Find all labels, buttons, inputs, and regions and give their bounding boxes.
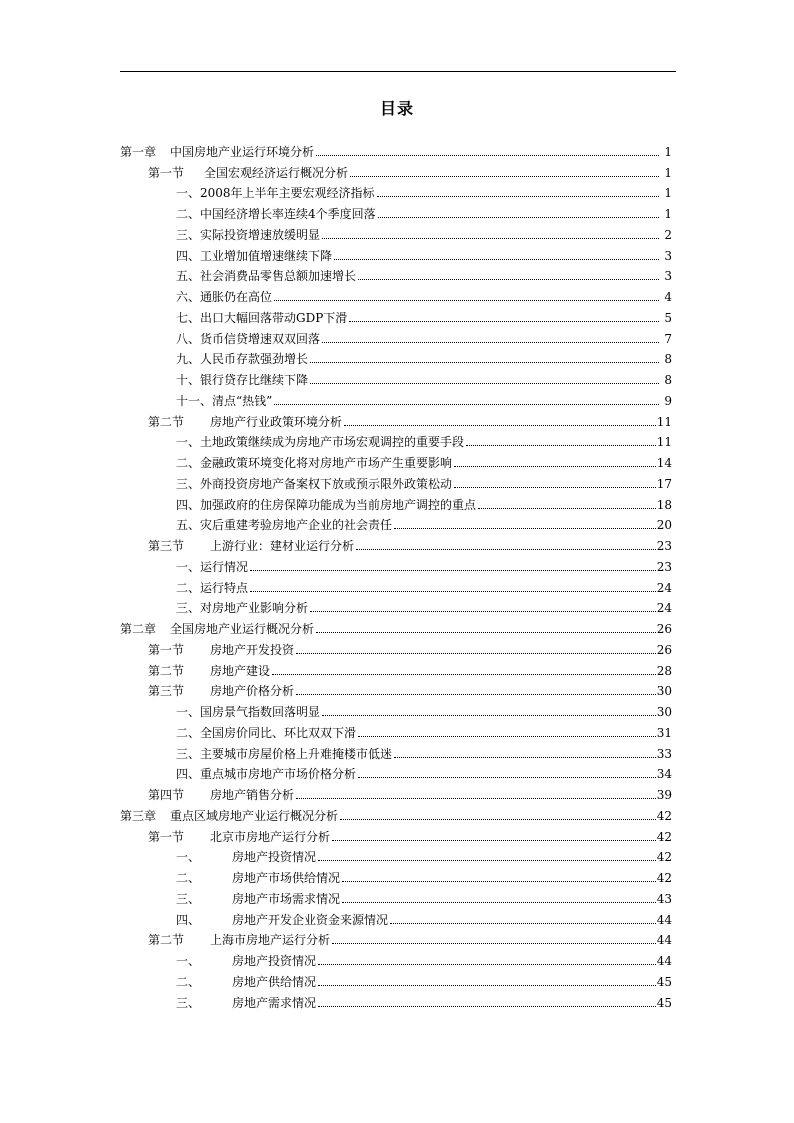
toc-leader-dots	[296, 653, 656, 654]
toc-entry[interactable]	[120, 719, 672, 740]
toc-entry-title: 房地产开发企业资金来源情况	[232, 912, 389, 927]
toc-leader-dots	[356, 549, 656, 550]
toc-page-number: 3	[664, 248, 672, 263]
toc-entry[interactable]	[120, 761, 672, 782]
page-title: 目录	[379, 99, 414, 118]
toc-leader-dots	[332, 943, 656, 944]
toc-entry-number: 第三节	[148, 539, 185, 553]
toc-page-number: 39	[656, 788, 672, 802]
toc-entry[interactable]	[120, 698, 672, 719]
toc-entry[interactable]	[120, 823, 672, 844]
toc-entry[interactable]	[120, 242, 672, 263]
toc-entry-title: 房地产行业政策环境分析	[210, 414, 343, 429]
toc-page-number: 45	[656, 995, 672, 1010]
toc-leader-dots	[322, 238, 659, 239]
toc-leader-dots	[466, 445, 656, 446]
toc-leader-dots	[318, 860, 656, 861]
toc-entry[interactable]	[120, 947, 672, 968]
toc-entry[interactable]	[120, 304, 672, 325]
toc-entry-title: 五、社会消费品零售总额加速增长	[176, 269, 357, 284]
toc-leader-dots	[250, 591, 656, 592]
toc-entry[interactable]	[120, 325, 672, 346]
toc-leader-dots	[349, 321, 659, 322]
toc-entry-title: 一、国房景气指数回落明显	[176, 705, 321, 719]
toc-entry-title: 九、人民币存款强劲增长	[176, 352, 309, 367]
toc-page-number: 11	[656, 414, 672, 429]
toc-leader-dots	[342, 902, 656, 903]
toc-entry-number: 第一节	[148, 829, 185, 844]
toc-page-number: 26	[656, 642, 672, 657]
toc-leader-dots	[378, 217, 659, 218]
toc-leader-dots	[274, 300, 659, 301]
toc-entry-title: 一、运行情况	[176, 559, 249, 574]
toc-entry-title: 全国宏观经济运行概况分析	[204, 165, 349, 180]
toc-leader-dots	[358, 736, 656, 737]
toc-entry[interactable]	[120, 615, 672, 636]
toc-leader-dots	[272, 674, 656, 675]
toc-entry-number: 四、	[176, 912, 201, 927]
toc-entry[interactable]	[120, 408, 672, 429]
toc-entry-title: 三、外商投资房地产备案权下放或预示限外政策松动	[176, 476, 453, 491]
toc-entry[interactable]	[120, 906, 672, 927]
toc-entry[interactable]	[120, 470, 672, 491]
toc-entry-title: 房地产需求情况	[232, 995, 317, 1010]
toc-entry[interactable]	[120, 512, 672, 533]
toc-entry[interactable]	[120, 159, 672, 180]
toc-entry[interactable]	[120, 657, 672, 678]
toc-leader-dots	[394, 528, 656, 529]
toc-entry-title: 二、中国经济增长率连续4个季度回落	[176, 207, 376, 221]
toc-entry[interactable]	[120, 927, 672, 948]
toc-entry-title: 四、重点城市房地产市场价格分析	[176, 767, 357, 782]
toc-leader-dots	[274, 404, 659, 405]
toc-page-number: 44	[656, 954, 672, 968]
toc-entry[interactable]	[120, 221, 672, 242]
toc-entry[interactable]	[120, 740, 672, 761]
toc-page-number: 44	[656, 912, 672, 927]
toc-leader-dots	[377, 196, 659, 197]
toc-leader-dots	[322, 342, 659, 343]
toc-entry-title: 八、货币信贷增速双双回落	[176, 331, 321, 346]
toc-entry[interactable]	[120, 138, 672, 159]
toc-entry[interactable]	[120, 781, 672, 802]
toc-page-number: 24	[656, 580, 672, 595]
toc-leader-dots	[350, 176, 659, 177]
toc-entry-number: 第二章	[120, 622, 157, 636]
toc-page-number: 20	[656, 518, 672, 533]
toc-leader-dots	[310, 383, 659, 384]
toc-page-number: 3	[664, 269, 672, 284]
toc-entry-number: 第二节	[148, 933, 185, 948]
toc-entry-title: 六、通胀仍在高位	[176, 290, 273, 304]
toc-entry-title: 四、加强政府的住房保障功能成为当前房地产调控的重点	[176, 497, 477, 512]
toc-entry-title: 房地产销售分析	[210, 788, 295, 802]
toc-page-number: 42	[656, 808, 672, 823]
toc-entry[interactable]	[120, 263, 672, 284]
toc-page-number: 43	[656, 891, 672, 906]
toc-entry[interactable]	[120, 989, 672, 1010]
toc-entry-title: 十、银行贷存比继续下降	[176, 373, 309, 387]
toc-leader-dots	[340, 819, 656, 820]
toc-entry[interactable]	[120, 283, 672, 304]
toc-leader-dots	[296, 798, 656, 799]
toc-leader-dots	[454, 487, 656, 488]
toc-page-number: 1	[664, 165, 672, 180]
toc-entry-title: 上海市房地产运行分析	[210, 933, 331, 948]
toc-page-number: 9	[664, 393, 672, 408]
toc-leader-dots	[344, 425, 656, 426]
toc-entry-number: 第四节	[148, 788, 185, 802]
toc-entry-title: 五、灾后重建考验房地产企业的社会责任	[176, 518, 393, 533]
toc-leader-dots	[394, 757, 656, 758]
toc-entry-title: 二、运行特点	[176, 580, 249, 595]
toc-entry[interactable]	[120, 180, 672, 201]
toc-entry[interactable]	[120, 346, 672, 367]
toc-entry-title: 七、出口大幅回落带动GDP下滑	[176, 310, 348, 325]
toc-entry-title: 全国房地产业运行概况分析	[170, 622, 315, 636]
toc-entry-number: 第一节	[148, 165, 185, 180]
toc-page-number: 45	[656, 974, 672, 989]
toc-entry-number: 一、	[176, 954, 201, 968]
toc-page-number: 30	[656, 705, 672, 719]
toc-entry-title: 一、土地政策继续成为房地产市场宏观调控的重要手段	[176, 435, 465, 450]
toc-leader-dots	[318, 985, 656, 986]
toc-page-number: 14	[656, 456, 672, 470]
toc-entry-number: 一、	[176, 850, 201, 865]
toc-entry-number: 二、	[176, 871, 201, 885]
toc-page-number: 23	[656, 559, 672, 574]
toc-entry-number: 第一章	[120, 144, 157, 159]
toc-leader-dots	[316, 632, 656, 633]
toc-page-number: 42	[656, 871, 672, 885]
toc-entry[interactable]	[120, 636, 672, 657]
toc-entry[interactable]	[120, 678, 672, 699]
toc-entry-title: 十一、清点“热钱”	[176, 393, 273, 408]
toc-entry[interactable]	[120, 429, 672, 450]
toc-leader-dots	[318, 964, 656, 965]
toc-entry-title: 房地产开发投资	[210, 642, 295, 657]
toc-leader-dots	[250, 570, 656, 571]
toc-entry[interactable]	[120, 449, 672, 470]
toc-entry-number: 三、	[176, 995, 201, 1010]
toc-leader-dots	[296, 694, 656, 695]
toc-entry-number: 第二节	[148, 663, 185, 678]
toc-leader-dots	[390, 923, 656, 924]
toc-entry-title: 中国房地产业运行环境分析	[170, 144, 315, 159]
toc-leader-dots	[358, 279, 659, 280]
toc-leader-dots	[322, 715, 656, 716]
toc-entry[interactable]	[120, 200, 672, 221]
toc-entry-number: 二、	[176, 974, 201, 989]
toc-leader-dots	[478, 508, 656, 509]
toc-page-number: 34	[656, 767, 672, 782]
toc-page-number: 42	[656, 850, 672, 865]
toc-entry-title: 房地产投资情况	[232, 850, 317, 865]
toc-page-number: 5	[664, 310, 672, 325]
toc-leader-dots	[316, 155, 659, 156]
toc-entry-title: 房地产价格分析	[210, 684, 295, 699]
toc-page-number: 28	[656, 663, 672, 678]
toc-entry[interactable]	[120, 553, 672, 574]
toc-entry-title: 一、2008年上半年主要宏观经济指标	[176, 186, 375, 201]
toc-leader-dots	[318, 1006, 656, 1007]
toc-entry[interactable]	[120, 532, 672, 553]
header-rule	[120, 71, 676, 72]
toc-entry[interactable]	[120, 864, 672, 885]
toc-entry-title: 房地产供给情况	[232, 974, 317, 989]
toc-leader-dots	[334, 259, 659, 260]
toc-leader-dots	[358, 777, 656, 778]
toc-entry[interactable]	[120, 802, 672, 823]
toc-page-number: 2	[664, 227, 672, 242]
toc-page-number: 24	[656, 601, 672, 616]
toc-entry[interactable]	[120, 968, 672, 989]
toc-page-number: 1	[664, 186, 672, 201]
toc-leader-dots	[310, 362, 659, 363]
toc-entry-title: 房地产建设	[210, 663, 271, 678]
toc-entry-number: 第三节	[148, 684, 185, 699]
toc-entry-title: 二、全国房价同比、环比双双下滑	[176, 725, 357, 740]
toc-page-number: 44	[656, 933, 672, 948]
toc-entry-number: 第一节	[148, 642, 185, 657]
table-of-contents	[120, 138, 672, 1010]
toc-entry-title: 北京市房地产运行分析	[210, 829, 331, 844]
toc-entry-title: 三、对房地产业影响分析	[176, 601, 309, 616]
toc-page-number: 11	[656, 435, 672, 450]
toc-entry-number: 三、	[176, 891, 201, 906]
toc-page-number: 4	[664, 290, 672, 304]
toc-leader-dots	[332, 840, 656, 841]
toc-page-number: 23	[656, 539, 672, 553]
toc-page-number: 26	[656, 622, 672, 636]
toc-leader-dots	[454, 466, 656, 467]
toc-entry[interactable]	[120, 844, 672, 865]
toc-entry-title: 三、实际投资增速放缓明显	[176, 227, 321, 242]
toc-page-number: 33	[656, 746, 672, 761]
toc-entry-title: 上游行业：建材业运行分析	[210, 539, 355, 553]
toc-entry[interactable]	[120, 366, 672, 387]
toc-page-number: 7	[664, 331, 672, 346]
toc-entry-title: 房地产投资情况	[232, 954, 317, 968]
toc-entry-title: 三、主要城市房屋价格上升难掩楼市低迷	[176, 746, 393, 761]
toc-entry-title: 四、工业增加值增速继续下降	[176, 248, 333, 263]
toc-entry[interactable]	[120, 885, 672, 906]
toc-page-number: 8	[664, 373, 672, 387]
toc-page-number: 8	[664, 352, 672, 367]
toc-leader-dots	[310, 611, 656, 612]
toc-entry[interactable]	[120, 491, 672, 512]
toc-leader-dots	[342, 881, 656, 882]
toc-page-number: 31	[656, 725, 672, 740]
toc-page-number: 42	[656, 829, 672, 844]
toc-page-number: 18	[656, 497, 672, 512]
toc-entry[interactable]	[120, 387, 672, 408]
toc-page-number: 1	[664, 207, 672, 221]
toc-entry-title: 房地产市场需求情况	[232, 891, 341, 906]
toc-entry-number: 第二节	[148, 414, 185, 429]
toc-entry-number: 第三章	[120, 808, 157, 823]
toc-page-number: 1	[664, 144, 672, 159]
toc-page-number: 30	[656, 684, 672, 699]
toc-entry[interactable]	[120, 595, 672, 616]
toc-entry-title: 二、金融政策环境变化将对房地产市场产生重要影响	[176, 456, 453, 470]
toc-entry[interactable]	[120, 574, 672, 595]
toc-page-number: 17	[656, 476, 672, 491]
toc-entry-title: 房地产市场供给情况	[232, 871, 341, 885]
toc-entry-title: 重点区域房地产业运行概况分析	[170, 808, 339, 823]
